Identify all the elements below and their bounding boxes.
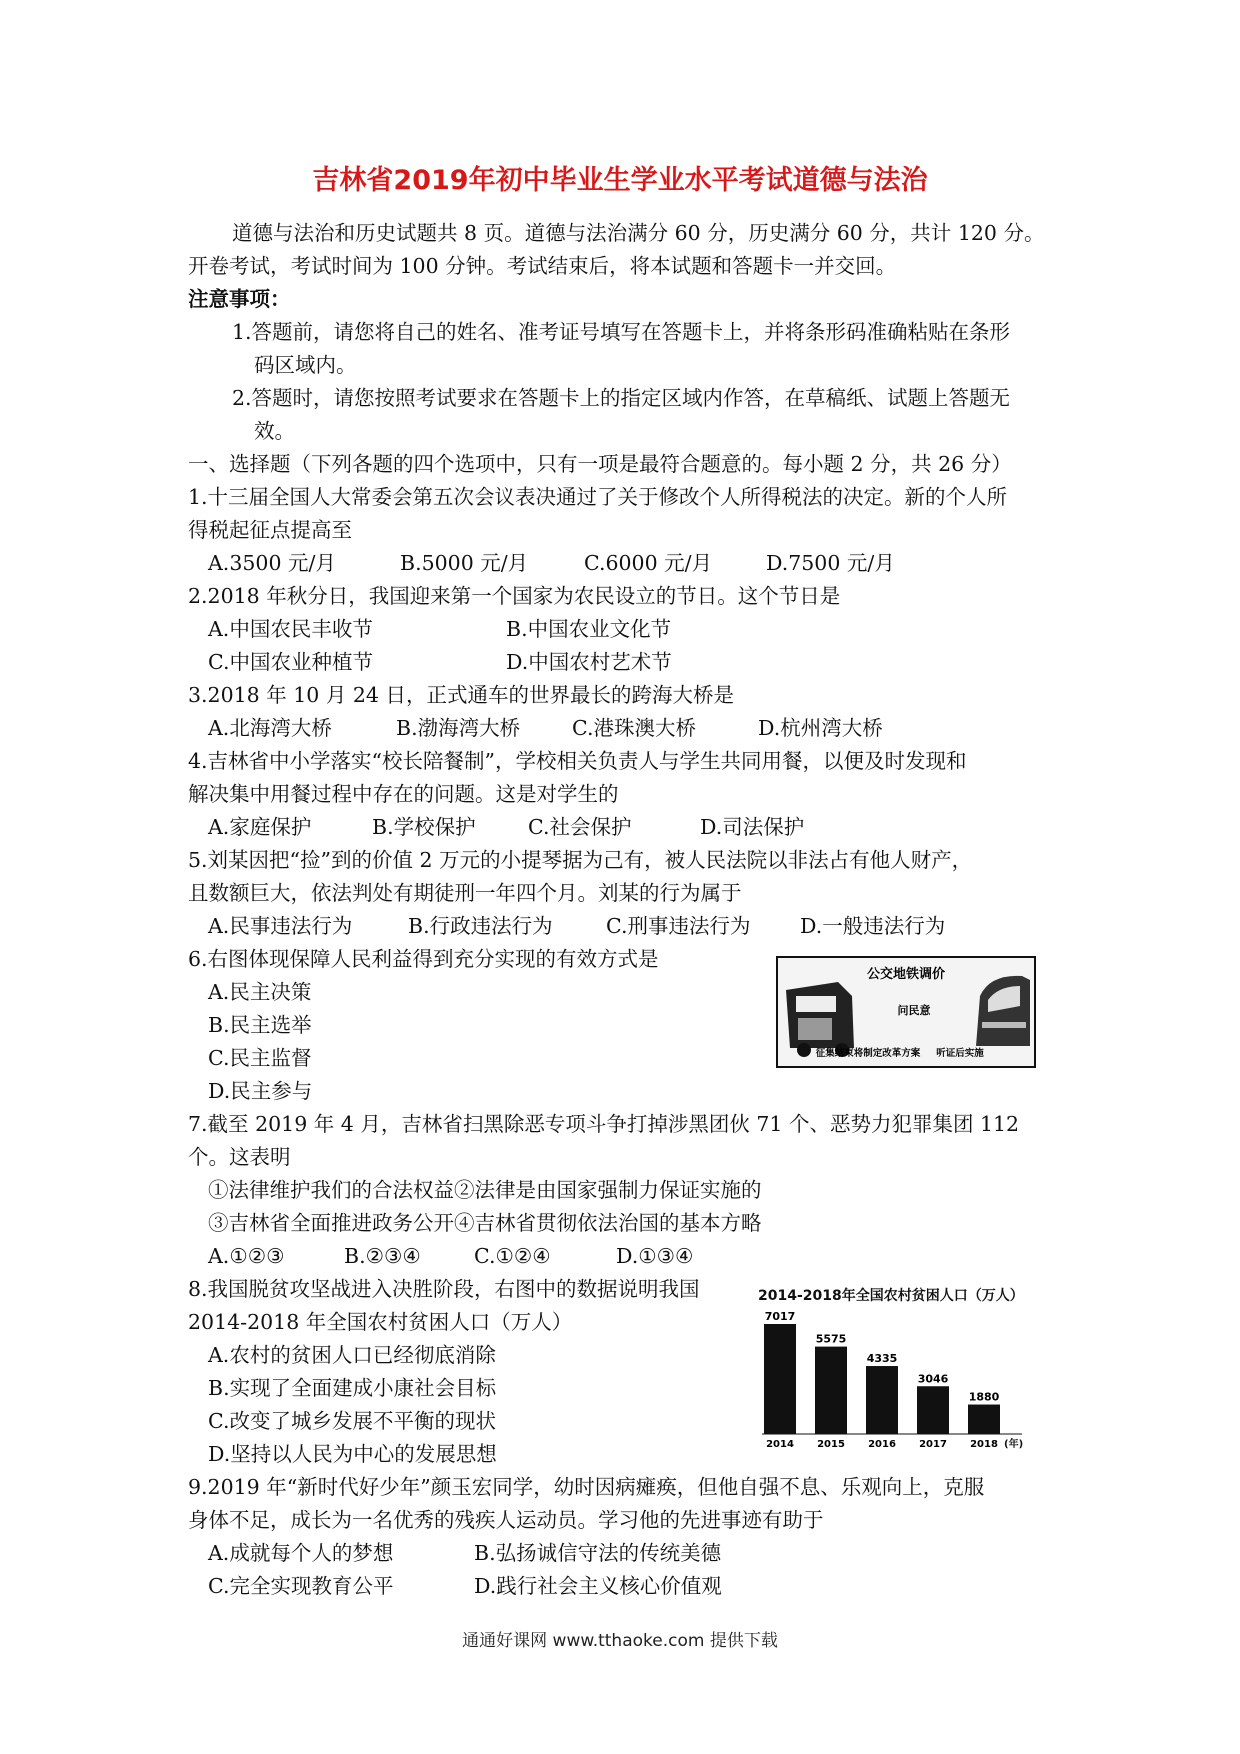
bar-2015 <box>815 1347 847 1434</box>
chart-x-unit: (年) <box>1004 1439 1024 1450</box>
footer-credit: 通通好课网 www.tthaoke.com 提供下载 <box>462 1631 778 1651</box>
q3-option-c: C.港珠澳大桥 <box>572 716 696 740</box>
q2-option-b: B.中国农业文化节 <box>506 617 672 641</box>
q8-line-1: 8.我国脱贫攻坚战进入决胜阶段，右图中的数据说明我国 <box>188 1277 700 1301</box>
q9-line-1: 9.2019 年“新时代好少年”颜玉宏同学，幼时因病瘫痪，但他自强不息、乐观向上，克服 <box>188 1475 985 1499</box>
q2-line-1: 2.2018 年秋分日，我国迎来第一个国家为农民设立的节日。这个节日是 <box>188 584 841 608</box>
q8-option-a: A.农村的贫困人口已经彻底消除 <box>208 1343 496 1367</box>
notice-1-line-1: 1.答题前，请您将自己的姓名、准考证号填写在答题卡上，并将条形码准确粘贴在条形 <box>232 320 1011 344</box>
q4-line-2: 解决集中用餐过程中存在的问题。这是对学生的 <box>188 782 619 806</box>
q6-option-c: C.民主监督 <box>208 1046 312 1070</box>
q5-option-d: D.一般违法行为 <box>800 914 946 938</box>
data-label-2016: 4335 <box>866 1352 898 1366</box>
tick-label-2014: 2014 <box>766 1439 794 1450</box>
q5-line-2: 且数额巨大，依法判处有期徒刑一年四个月。刘某的行为属于 <box>188 881 742 905</box>
q1-option-a: A.3500 元/月 <box>208 551 336 575</box>
q7-line-2: 个。这表明 <box>188 1145 291 1169</box>
poster-center: 问民意 <box>897 1004 931 1017</box>
q4-option-c: C.社会保护 <box>528 815 632 839</box>
tick-label-2016: 2016 <box>868 1439 896 1450</box>
q7-option-a: A.①②③ <box>208 1244 285 1268</box>
q4-line-1: 4.吉林省中小学落实“校长陪餐制”，学校相关负责人与学生共同用餐，以便及时发现和 <box>188 749 967 773</box>
bar-2016 <box>866 1366 898 1434</box>
tick-label-2017: 2017 <box>919 1439 947 1450</box>
q1-option-d: D.7500 元/月 <box>766 551 895 575</box>
poster-bottom-right: 听证后实施 <box>936 1048 984 1059</box>
bar-2014 <box>764 1324 796 1434</box>
q5-line-1: 5.刘某因把“捡”到的价值 2 万元的小提琴据为己有，被人民法院以非法占有他人财产， <box>188 848 973 872</box>
q8-line-2: 2014-2018 年全国农村贫困人口（万人） <box>188 1310 573 1334</box>
intro-line-1: 道德与法治和历史试题共 8 页。道德与法治满分 60 分，历史满分 60 分，共计 120 分。 <box>232 221 1045 245</box>
data-label-2018: 1880 <box>968 1390 1000 1404</box>
fare-hearing-poster <box>776 956 1036 1068</box>
tick-label-2018: 2018 <box>970 1439 998 1450</box>
q8-option-d: D.坚持以人民为中心的发展思想 <box>208 1442 497 1466</box>
notice-1-line-2: 码区域内。 <box>254 353 357 377</box>
data-label-2014: 7017 <box>764 1310 796 1323</box>
q5-option-b: B.行政违法行为 <box>408 914 553 938</box>
q6-option-a: A.民主决策 <box>208 980 312 1004</box>
page-title: 吉林省2019年初中毕业生学业水平考试道德与法治 <box>312 165 928 196</box>
q4-option-d: D.司法保护 <box>700 815 805 839</box>
poster-heading: 公交地铁调价 <box>866 967 946 982</box>
q8-option-c: C.改变了城乡发展不平衡的现状 <box>208 1409 496 1433</box>
notice-2-line-1: 2.答题时，请您按照考试要求在答题卡上的指定区域内作答，在草稿纸、试题上答题无 <box>232 386 1011 410</box>
section-heading: 一、选择题（下列各题的四个选项中，只有一项是最符合题意的。每小题 2 分，共 26 分） <box>188 452 1012 476</box>
q4-option-b: B.学校保护 <box>372 815 476 839</box>
bus-icon <box>786 982 854 1057</box>
q7-line-3: ①法律维护我们的合法权益②法律是由国家强制力保证实施的 <box>208 1178 762 1202</box>
q6-option-b: B.民主选举 <box>208 1013 312 1037</box>
data-label-2017: 3046 <box>917 1372 949 1386</box>
q9-option-c: C.完全实现教育公平 <box>208 1574 394 1598</box>
q7-line-1: 7.截至 2019 年 4 月，吉林省扫黑除恶专项斗争打掉涉黑团伙 71 个、恶势力犯罪集团 112 <box>188 1112 1020 1136</box>
q7-line-4: ③吉林省全面推进政务公开④吉林省贯彻依法治国的基本方略 <box>208 1211 762 1235</box>
q8-option-b: B.实现了全面建成小康社会目标 <box>208 1376 497 1400</box>
q3-option-b: B.渤海湾大桥 <box>396 716 521 740</box>
q2-option-c: C.中国农业种植节 <box>208 650 373 674</box>
q1-line-1: 1.十三届全国人大常委会第五次会议表决通过了关于修改个人所得税法的决定。新的个人所 <box>188 485 1008 509</box>
poster-bottom-left: 征集结束将制定改革方案 <box>815 1048 921 1059</box>
data-label-2015: 5575 <box>815 1332 847 1346</box>
notice-heading: 注意事项： <box>188 287 291 311</box>
tick-label-2015: 2015 <box>817 1439 845 1450</box>
q9-option-d: D.践行社会主义核心价值观 <box>474 1574 722 1598</box>
q3-line-1: 3.2018 年 10 月 24 日，正式通车的世界最长的跨海大桥是 <box>188 683 734 707</box>
bar-2018 <box>968 1405 1000 1434</box>
notice-2-line-2: 效。 <box>254 419 295 443</box>
q5-option-c: C.刑事违法行为 <box>606 914 751 938</box>
q9-line-2: 身体不足，成长为一名优秀的残疾人运动员。学习他的先进事迹有助于 <box>188 1508 824 1532</box>
bar-2017 <box>917 1386 949 1434</box>
chart-title: 2014-2018年全国农村贫困人口（万人） <box>758 1288 1024 1304</box>
intro-line-2: 开卷考试，考试时间为 100 分钟。考试结束后，将本试题和答题卡一并交回。 <box>188 254 897 278</box>
q5-option-a: A.民事违法行为 <box>208 914 353 938</box>
q3-option-d: D.杭州湾大桥 <box>758 716 883 740</box>
q7-option-b: B.②③④ <box>344 1244 421 1268</box>
q9-option-a: A.成就每个人的梦想 <box>208 1541 394 1565</box>
q3-option-a: A.北海湾大桥 <box>208 716 332 740</box>
q7-option-c: C.①②④ <box>474 1244 551 1268</box>
q2-option-d: D.中国农村艺术节 <box>506 650 672 674</box>
q1-option-b: B.5000 元/月 <box>400 551 529 575</box>
q9-option-b: B.弘扬诚信守法的传统美德 <box>474 1541 722 1565</box>
q2-option-a: A.中国农民丰收节 <box>208 617 373 641</box>
q6-option-d: D.民主参与 <box>208 1079 313 1103</box>
q1-line-2: 得税起征点提高至 <box>188 518 352 542</box>
q7-option-d: D.①③④ <box>616 1244 694 1268</box>
q1-option-c: C.6000 元/月 <box>584 551 713 575</box>
q6-line-1: 6.右图体现保障人民利益得到充分实现的有效方式是 <box>188 947 659 971</box>
poverty-bar-chart <box>752 1282 1042 1452</box>
q4-option-a: A.家庭保护 <box>208 815 312 839</box>
